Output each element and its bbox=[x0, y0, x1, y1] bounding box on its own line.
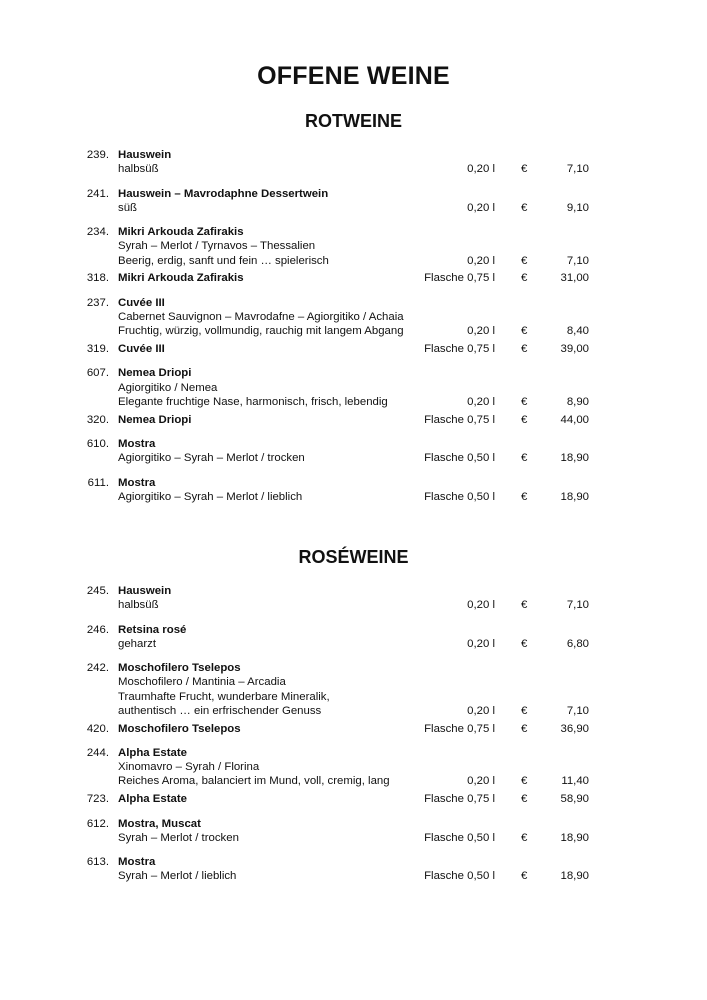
wine-number: 723. bbox=[86, 793, 109, 806]
currency-symbol: € bbox=[521, 413, 528, 426]
wine-entry-line bbox=[0, 413, 707, 427]
wine-description: halbsüß bbox=[118, 599, 159, 612]
wine-description-line bbox=[0, 451, 707, 465]
currency-symbol: € bbox=[521, 793, 528, 806]
wine-volume: 0,20 l bbox=[467, 325, 495, 338]
wine-volume: Flasche 0,75 l bbox=[424, 722, 495, 735]
wine-description-line bbox=[0, 675, 707, 689]
wine-description: Elegante fruchtige Nase, harmonisch, frisch, lebendig bbox=[118, 395, 388, 408]
wine-price: 6,80 bbox=[566, 637, 589, 650]
wine-description: Xinomavro – Syrah / Florina bbox=[118, 761, 260, 774]
wine-entry-line bbox=[0, 187, 707, 201]
currency-symbol: € bbox=[521, 599, 528, 612]
wine-entry-line bbox=[0, 661, 707, 675]
currency-symbol: € bbox=[521, 325, 528, 338]
wine-price: 18,90 bbox=[560, 831, 589, 844]
wine-entry-line bbox=[0, 623, 707, 637]
wine-volume: Flasche 0,50 l bbox=[424, 490, 495, 503]
wine-entry-line bbox=[0, 148, 707, 162]
section-title-rotweine: ROTWEINE bbox=[305, 111, 402, 131]
wine-price: 18,90 bbox=[560, 490, 589, 503]
wine-price: 7,10 bbox=[566, 163, 589, 176]
wine-description: süß bbox=[118, 201, 137, 214]
currency-symbol: € bbox=[521, 343, 528, 355]
wine-description: geharzt bbox=[118, 637, 156, 650]
wine-number: 613. bbox=[86, 856, 109, 869]
currency-symbol: € bbox=[521, 163, 528, 176]
wine-name: Moschofilero Tselepos bbox=[118, 722, 241, 735]
wine-entry-line bbox=[0, 437, 707, 451]
wine-entry-line bbox=[0, 225, 707, 239]
wine-price: 8,90 bbox=[566, 395, 589, 408]
wine-price: 39,00 bbox=[560, 343, 589, 355]
wine-price: 7,10 bbox=[566, 704, 589, 717]
wine-volume: 0,20 l bbox=[467, 704, 495, 717]
wine-entry-line bbox=[0, 584, 707, 598]
wine-price: 18,90 bbox=[560, 870, 589, 883]
wine-number: 245. bbox=[86, 585, 109, 597]
currency-symbol: € bbox=[521, 831, 528, 844]
wine-description-line bbox=[0, 637, 707, 651]
wine-entry-line bbox=[0, 817, 707, 831]
wine-price: 11,40 bbox=[561, 775, 589, 788]
wine-number: 612. bbox=[86, 817, 109, 830]
wine-description-line bbox=[0, 869, 707, 883]
wine-volume: Flasche 0,75 l bbox=[424, 793, 495, 806]
wine-number: 320. bbox=[86, 413, 109, 426]
wine-entry-line bbox=[0, 366, 707, 380]
wine-name: Mostra bbox=[118, 856, 156, 869]
wine-volume: 0,20 l bbox=[467, 201, 495, 214]
wine-number: 234. bbox=[86, 226, 109, 239]
wine-number: 420. bbox=[86, 722, 109, 735]
wine-volume: Flasche 0,75 l bbox=[424, 343, 495, 355]
wine-description-line bbox=[0, 324, 707, 338]
wine-entry-line bbox=[0, 855, 707, 869]
wine-name: Mikri Arkouda Zafirakis bbox=[118, 272, 244, 285]
wine-entry-line bbox=[0, 296, 707, 310]
wine-name: Mikri Arkouda Zafirakis bbox=[118, 226, 244, 239]
wine-description-line bbox=[0, 704, 707, 718]
wine-price: 7,10 bbox=[566, 254, 589, 267]
wine-description-line bbox=[0, 381, 707, 395]
wine-number: 319. bbox=[86, 343, 109, 355]
wine-description-line bbox=[0, 254, 707, 268]
wine-volume: 0,20 l bbox=[467, 163, 495, 176]
currency-symbol: € bbox=[521, 490, 528, 503]
wine-name: Cuvée III bbox=[118, 343, 165, 355]
wine-name: Hauswein bbox=[118, 585, 172, 597]
wine-number: 611. bbox=[87, 476, 109, 489]
wine-number: 241. bbox=[86, 187, 109, 200]
wine-name: Moschofilero Tselepos bbox=[118, 662, 241, 675]
wine-description-line bbox=[0, 395, 707, 409]
wine-description: Reiches Aroma, balanciert im Mund, voll, cremig, lang bbox=[118, 775, 390, 788]
wine-entry-line bbox=[0, 722, 707, 736]
wine-name: Hauswein bbox=[118, 149, 172, 161]
wine-description: Agiorgitiko – Syrah – Merlot / lieblich bbox=[118, 490, 303, 503]
wine-description: Syrah – Merlot / Tyrnavos – Thessalien bbox=[118, 240, 316, 253]
wine-number: 610. bbox=[86, 438, 109, 450]
wine-volume: Flasche 0,50 l bbox=[424, 870, 495, 883]
wine-number: 242. bbox=[86, 662, 109, 675]
wine-name: Retsina rosé bbox=[118, 623, 187, 636]
wine-price: 44,00 bbox=[560, 413, 589, 426]
wine-description-line bbox=[0, 598, 707, 612]
wine-name: Nemea Driopi bbox=[118, 367, 192, 380]
wine-volume: Flasche 0,50 l bbox=[424, 452, 495, 465]
wine-description: Moschofilero / Mantinia – Arcadia bbox=[118, 676, 286, 689]
wine-price: 31,00 bbox=[560, 272, 589, 285]
wine-name: Alpha Estate bbox=[118, 793, 187, 806]
wine-description-line bbox=[0, 310, 707, 324]
wine-entry-line bbox=[0, 342, 707, 356]
wine-number: 239. bbox=[86, 149, 109, 161]
wine-description-line bbox=[0, 162, 707, 176]
wine-volume: Flasche 0,75 l bbox=[424, 272, 495, 285]
wine-number: 246. bbox=[86, 623, 109, 636]
wine-description: Fruchtig, würzig, vollmundig, rauchig mit langem Abgang bbox=[118, 325, 404, 338]
wine-price: 58,90 bbox=[560, 793, 589, 806]
wine-entry-line bbox=[0, 746, 707, 760]
wine-price: 18,90 bbox=[560, 452, 589, 465]
wine-description: authentisch … ein erfrischender Genuss bbox=[118, 704, 322, 717]
wine-name: Mostra, Muscat bbox=[118, 817, 201, 830]
wine-name: Hauswein – Mavrodaphne Dessertwein bbox=[118, 187, 329, 200]
wine-number: 318. bbox=[86, 272, 109, 285]
currency-symbol: € bbox=[521, 201, 528, 214]
wine-description-line bbox=[0, 490, 707, 504]
wine-volume: Flasche 0,75 l bbox=[424, 413, 495, 426]
wine-entry-line bbox=[0, 792, 707, 806]
wine-description-line bbox=[0, 201, 707, 215]
wine-entry-line bbox=[0, 476, 707, 490]
section-title-roseweine: ROSÉWEINE bbox=[298, 547, 409, 567]
wine-description-line bbox=[0, 690, 707, 704]
wine-volume: 0,20 l bbox=[467, 599, 495, 612]
wine-description: Agiorgitiko / Nemea bbox=[118, 381, 218, 394]
currency-symbol: € bbox=[521, 637, 528, 650]
wine-entry-line bbox=[0, 271, 707, 285]
wine-description-line bbox=[0, 239, 707, 253]
currency-symbol: € bbox=[521, 704, 528, 717]
currency-symbol: € bbox=[521, 452, 528, 465]
wine-name: Mostra bbox=[118, 438, 156, 450]
wine-description: Syrah – Merlot / lieblich bbox=[118, 870, 237, 883]
wine-description-line bbox=[0, 831, 707, 845]
wine-name: Nemea Driopi bbox=[118, 413, 192, 426]
currency-symbol: € bbox=[521, 254, 528, 267]
currency-symbol: € bbox=[521, 722, 528, 735]
wine-description: halbsüß bbox=[118, 163, 159, 176]
wine-description: Agiorgitiko – Syrah – Merlot / trocken bbox=[118, 452, 305, 465]
wine-number: 237. bbox=[86, 296, 109, 309]
wine-description-line bbox=[0, 774, 707, 788]
currency-symbol: € bbox=[521, 272, 528, 285]
wine-description: Traumhafte Frucht, wunderbare Mineralik, bbox=[118, 690, 330, 703]
wine-description: Syrah – Merlot / trocken bbox=[118, 831, 239, 844]
wine-volume: 0,20 l bbox=[467, 395, 495, 408]
currency-symbol: € bbox=[521, 395, 528, 408]
wine-volume: 0,20 l bbox=[467, 254, 495, 267]
wine-name: Mostra bbox=[118, 476, 156, 489]
wine-description: Beerig, erdig, sanft und fein … spielerisch bbox=[118, 254, 329, 267]
wine-price: 36,90 bbox=[560, 722, 589, 735]
currency-symbol: € bbox=[521, 775, 528, 788]
wine-price: 7,10 bbox=[566, 599, 589, 612]
wine-volume: 0,20 l bbox=[467, 637, 495, 650]
wine-volume: Flasche 0,50 l bbox=[424, 831, 495, 844]
wine-price: 8,40 bbox=[566, 325, 589, 338]
wine-volume: 0,20 l bbox=[467, 775, 495, 788]
wine-number: 607. bbox=[86, 367, 109, 380]
wine-number: 244. bbox=[86, 747, 109, 759]
wine-name: Alpha Estate bbox=[118, 747, 187, 759]
wine-description-line bbox=[0, 760, 707, 774]
wine-description: Cabernet Sauvignon – Mavrodafne – Agiorgitiko / Achaia bbox=[118, 311, 404, 323]
wine-price: 9,10 bbox=[566, 201, 589, 214]
wine-name: Cuvée III bbox=[118, 296, 165, 309]
page-title: OFFENE WEINE bbox=[257, 62, 450, 90]
currency-symbol: € bbox=[521, 870, 528, 883]
